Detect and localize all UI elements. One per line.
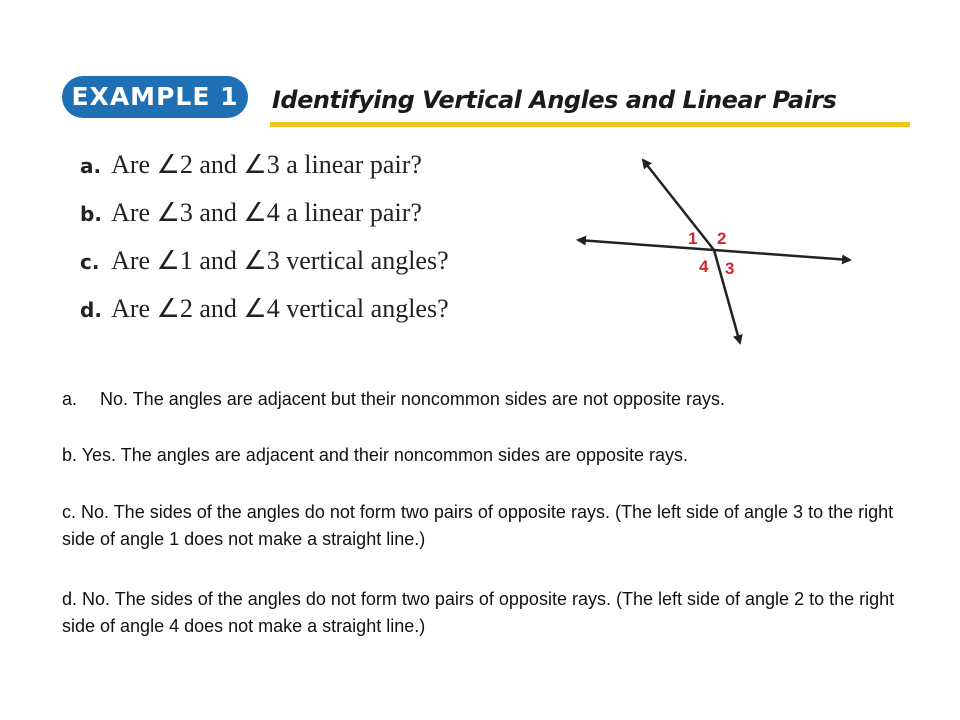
question-letter: d. — [80, 298, 102, 322]
title-underline — [270, 122, 910, 127]
answer-b: b. Yes. The angles are adjacent and their noncommon sides are opposite rays. — [62, 445, 689, 465]
angle-label-2: 2 — [717, 229, 727, 248]
answer-d: d. No. The sides of the angles do not form two pairs of opposite rays. (The left side of angle 2 to the right side of angle 4 does not make a straight line.) — [62, 589, 895, 636]
question-text: Are ∠1 and ∠3 vertical angles? — [111, 246, 449, 275]
question-text: Are ∠2 and ∠4 vertical angles? — [111, 294, 449, 323]
angle-label-1: 1 — [688, 229, 698, 248]
answer-letter: a. — [62, 389, 78, 409]
question-text: Are ∠2 and ∠3 a linear pair? — [111, 150, 422, 179]
upper-ray — [643, 160, 714, 250]
answer-c: c. No. The sides of the angles do not form two pairs of opposite rays. (The left side of angle 3 to the right side of angle 1 does not make a straight line.) — [62, 502, 894, 549]
question-a — [80, 150, 422, 190]
question-letter: c. — [80, 250, 100, 274]
example-title: Identifying Vertical Angles and Linear Pairs — [272, 86, 837, 114]
example-badge-label: EXAMPLE 1 — [71, 82, 239, 111]
answer-a — [62, 386, 922, 413]
question-b — [80, 198, 422, 238]
angle-label-3: 3 — [725, 259, 735, 278]
question-c — [80, 246, 449, 286]
angle-diagram — [570, 150, 860, 350]
question-letter: a. — [80, 154, 102, 178]
answer-text: No. The angles are adjacent but their noncommon sides are not opposite rays. — [100, 389, 726, 409]
question-d — [80, 294, 449, 334]
question-letter: b. — [80, 202, 102, 226]
example-badge — [62, 76, 248, 118]
question-text: Are ∠3 and ∠4 a linear pair? — [111, 198, 422, 227]
angle-label-4: 4 — [699, 257, 709, 276]
